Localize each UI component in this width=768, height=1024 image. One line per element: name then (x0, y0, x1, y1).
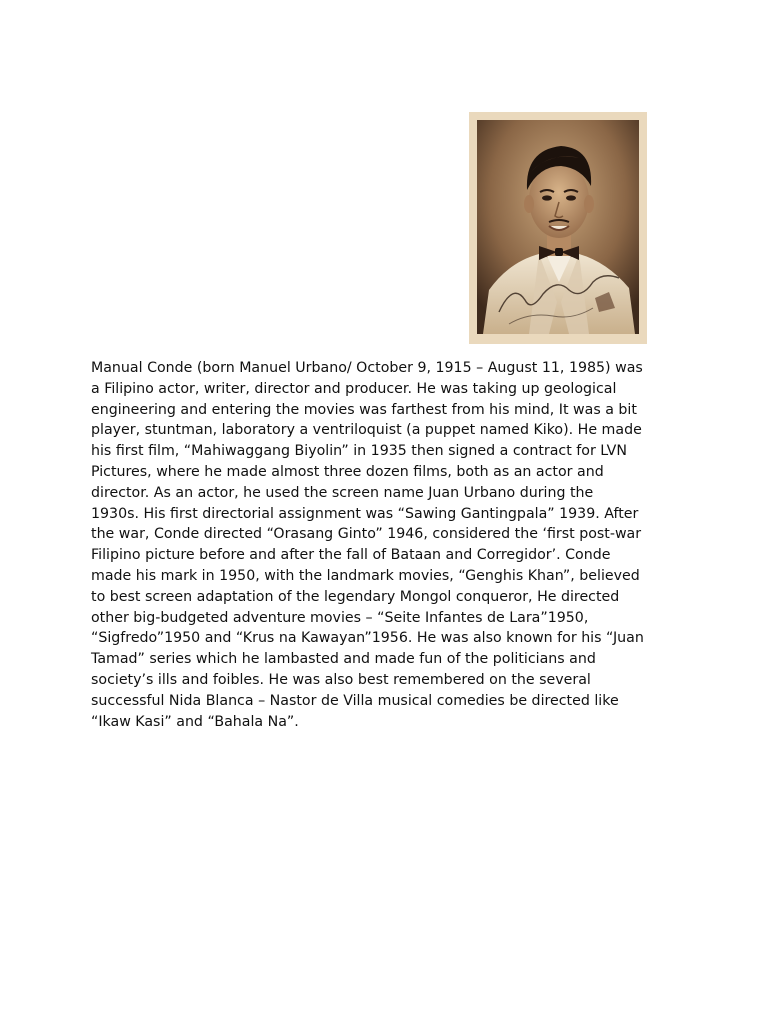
paragraph-line: Tamad” series which he lambasted and made fun of the politicians and (91, 651, 596, 668)
paragraph-line: a Filipino actor, writer, director and producer. He was taking up geological (91, 380, 617, 397)
paragraph-line: Manual Conde (born Manuel Urbano/ October 9, 1915 – August 11, 1985) was (91, 360, 643, 376)
paragraph-line: Pictures, where he made almost three dozen films, both as an actor and (91, 463, 604, 480)
paragraph-line: society’s ills and foibles. He was also best remembered on the several (91, 671, 591, 688)
paragraph-line: to best screen adaptation of the legendary Mongol conqueror, He directed (91, 588, 620, 605)
portrait-photo-image (469, 112, 647, 344)
paragraph-line: player, stuntman, laboratory a ventriloquist (a puppet named Kiko). He made (91, 422, 642, 439)
paragraph-line: made his mark in 1950, with the landmark movies, “Genghis Khan”, believed (91, 567, 640, 584)
paragraph-line: the war, Conde directed “Orasang Ginto” 1946, considered the ‘first post-war (91, 526, 642, 543)
paragraph-line: his first film, “Mahiwaggang Biyolin” in 1935 then signed a contract for LVN (91, 443, 627, 460)
paragraph-line: “Sigfredo”1950 and “Krus na Kawayan”1956. He was also known for his “Juan (91, 630, 644, 647)
paragraph-line: 1930s. His first directorial assignment was “Sawing Gantingpala” 1939. After (91, 505, 639, 522)
paragraph-line: other big-budgeted adventure movies – “Seite Infantes de Lara”1950, (91, 609, 589, 626)
paragraph-line: Filipino picture before and after the fall of Bataan and Corregidor’. Conde (91, 547, 611, 564)
paragraph-line: “Ikaw Kasi” and “Bahala Na”. (91, 713, 299, 730)
paragraph-line: director. As an actor, he used the screen name Juan Urbano during the (91, 484, 594, 501)
paragraph-line: engineering and entering the movies was farthest from his mind, It was a bit (91, 401, 637, 418)
portrait-photo (469, 112, 647, 344)
biography-paragraph (91, 358, 683, 732)
paragraph-line: successful Nida Blanca – Nastor de Villa musical comedies be directed like (91, 692, 619, 709)
